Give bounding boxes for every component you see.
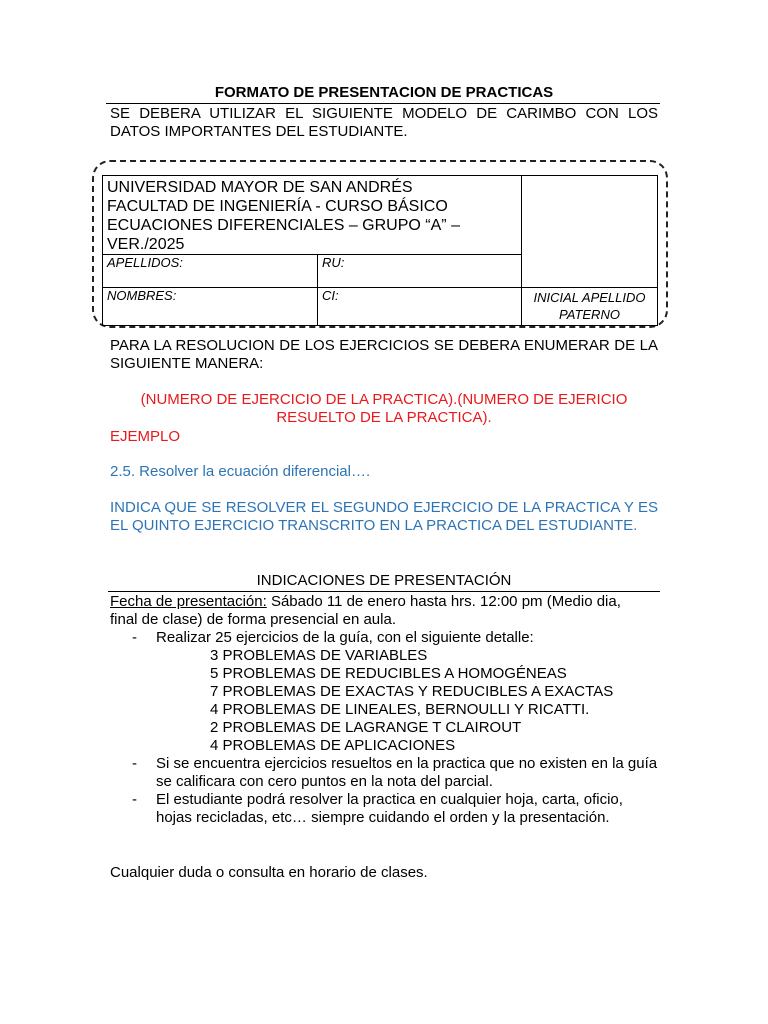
bullet-list: [110, 629, 658, 827]
indicaciones-heading: INDICACIONES DE PRESENTACIÓN: [256, 572, 512, 589]
indicaciones-underline: [108, 591, 660, 592]
stamp-nombres-cell: [103, 288, 318, 326]
stamp-university: UNIVERSIDAD MAYOR DE SAN ANDRÉS: [107, 179, 413, 196]
bullet-item: [110, 755, 658, 791]
stamp-ru-cell: [318, 255, 522, 288]
stamp-ru-label: RU:: [322, 255, 345, 270]
stamp-ci-label: CI:: [322, 288, 339, 303]
stamp-inicial-label: INICIAL APELLIDO PATERNO: [533, 290, 646, 322]
indicaciones-list: [110, 629, 658, 827]
fecha-paragraph: [110, 593, 650, 629]
title-underline: [106, 103, 660, 104]
bullet-item: [110, 791, 658, 827]
problem-item: 4 PROBLEMAS DE LINEALES, BERNOULLI Y RICATTI.: [210, 701, 590, 718]
stamp-apellidos-cell: [103, 255, 318, 288]
problem-list: [110, 647, 658, 755]
example-label: EJEMPLO: [110, 428, 181, 445]
stamp-course: ECUACIONES DIFERENCIALES – GRUPO “A” – VER./2025: [107, 217, 460, 253]
stamp-nombres-label: NOMBRES:: [107, 288, 177, 303]
problem-item: 7 PROBLEMAS DE EXACTAS Y REDUCIBLES A EXACTAS: [210, 683, 614, 700]
stamp-ci-cell: [318, 288, 522, 326]
bullet-hojas-text: El estudiante podrá resolver la practica en cualquier hoja, carta, oficio, hojas recicladas, etc… siempre cuidando el orden y la presentación.: [156, 791, 623, 826]
example-text: 2.5. Resolver la ecuación diferencial….: [110, 463, 371, 480]
problem-item: 5 PROBLEMAS DE REDUCIBLES A HOMOGÉNEAS: [210, 665, 567, 682]
bullet-resueltos-text: Si se encuentra ejercicios resueltos en la practica que no existen en la guía se calificara con cero puntos en la nota del parcial.: [156, 755, 658, 790]
stamp-header-cell: [103, 176, 522, 255]
example-explanation: INDICA QUE SE RESOLVER EL SEGUNDO EJERCICIO DE LA PRACTICA Y ES EL QUINTO EJERCICIO TRANSCRITO EN LA PRACTICA DEL ESTUDIANTE.: [110, 499, 658, 534]
stamp-table: [102, 175, 658, 326]
numbering-format: (NUMERO DE EJERCICIO DE LA PRACTICA).(NUMERO DE EJERICIO RESUELTO DE LA PRACTICA).: [140, 391, 628, 426]
problem-item: 4 PROBLEMAS DE APLICACIONES: [210, 737, 456, 754]
intro-paragraph: SE DEBERA UTILIZAR EL SIGUIENTE MODELO DE CARIMBO CON LOS DATOS IMPORTANTES DEL ESTUDIANTE.: [110, 105, 658, 140]
bullet-ejercicios-text: Realizar 25 ejercicios de la guía, con el siguiente detalle:: [156, 629, 534, 646]
numbering-instruction: PARA LA RESOLUCION DE LOS EJERCICIOS SE DEBERA ENUMERAR DE LA SIGUIENTE MANERA:: [110, 337, 658, 372]
fecha-text: Sábado 11 de enero hasta hrs. 12:00 pm (Medio dia, final de clase) de forma presencial en aula.: [110, 593, 621, 628]
stamp-apellidos-label: APELLIDOS:: [107, 255, 183, 270]
stamp-photo-cell: [522, 176, 658, 288]
stamp-inicial-cell: [522, 288, 658, 326]
stamp-faculty: FACULTAD DE INGENIERÍA - CURSO BÁSICO: [107, 198, 448, 215]
bullet-item: [110, 629, 658, 755]
problem-item: 2 PROBLEMAS DE LAGRANGE T CLAIROUT: [210, 719, 522, 736]
page-title: FORMATO DE PRESENTACION DE PRACTICAS: [214, 84, 554, 101]
footer-note: Cualquier duda o consulta en horario de clases.: [110, 864, 428, 881]
problem-item: 3 PROBLEMAS DE VARIABLES: [210, 647, 428, 664]
fecha-label: Fecha de presentación:: [110, 593, 267, 610]
